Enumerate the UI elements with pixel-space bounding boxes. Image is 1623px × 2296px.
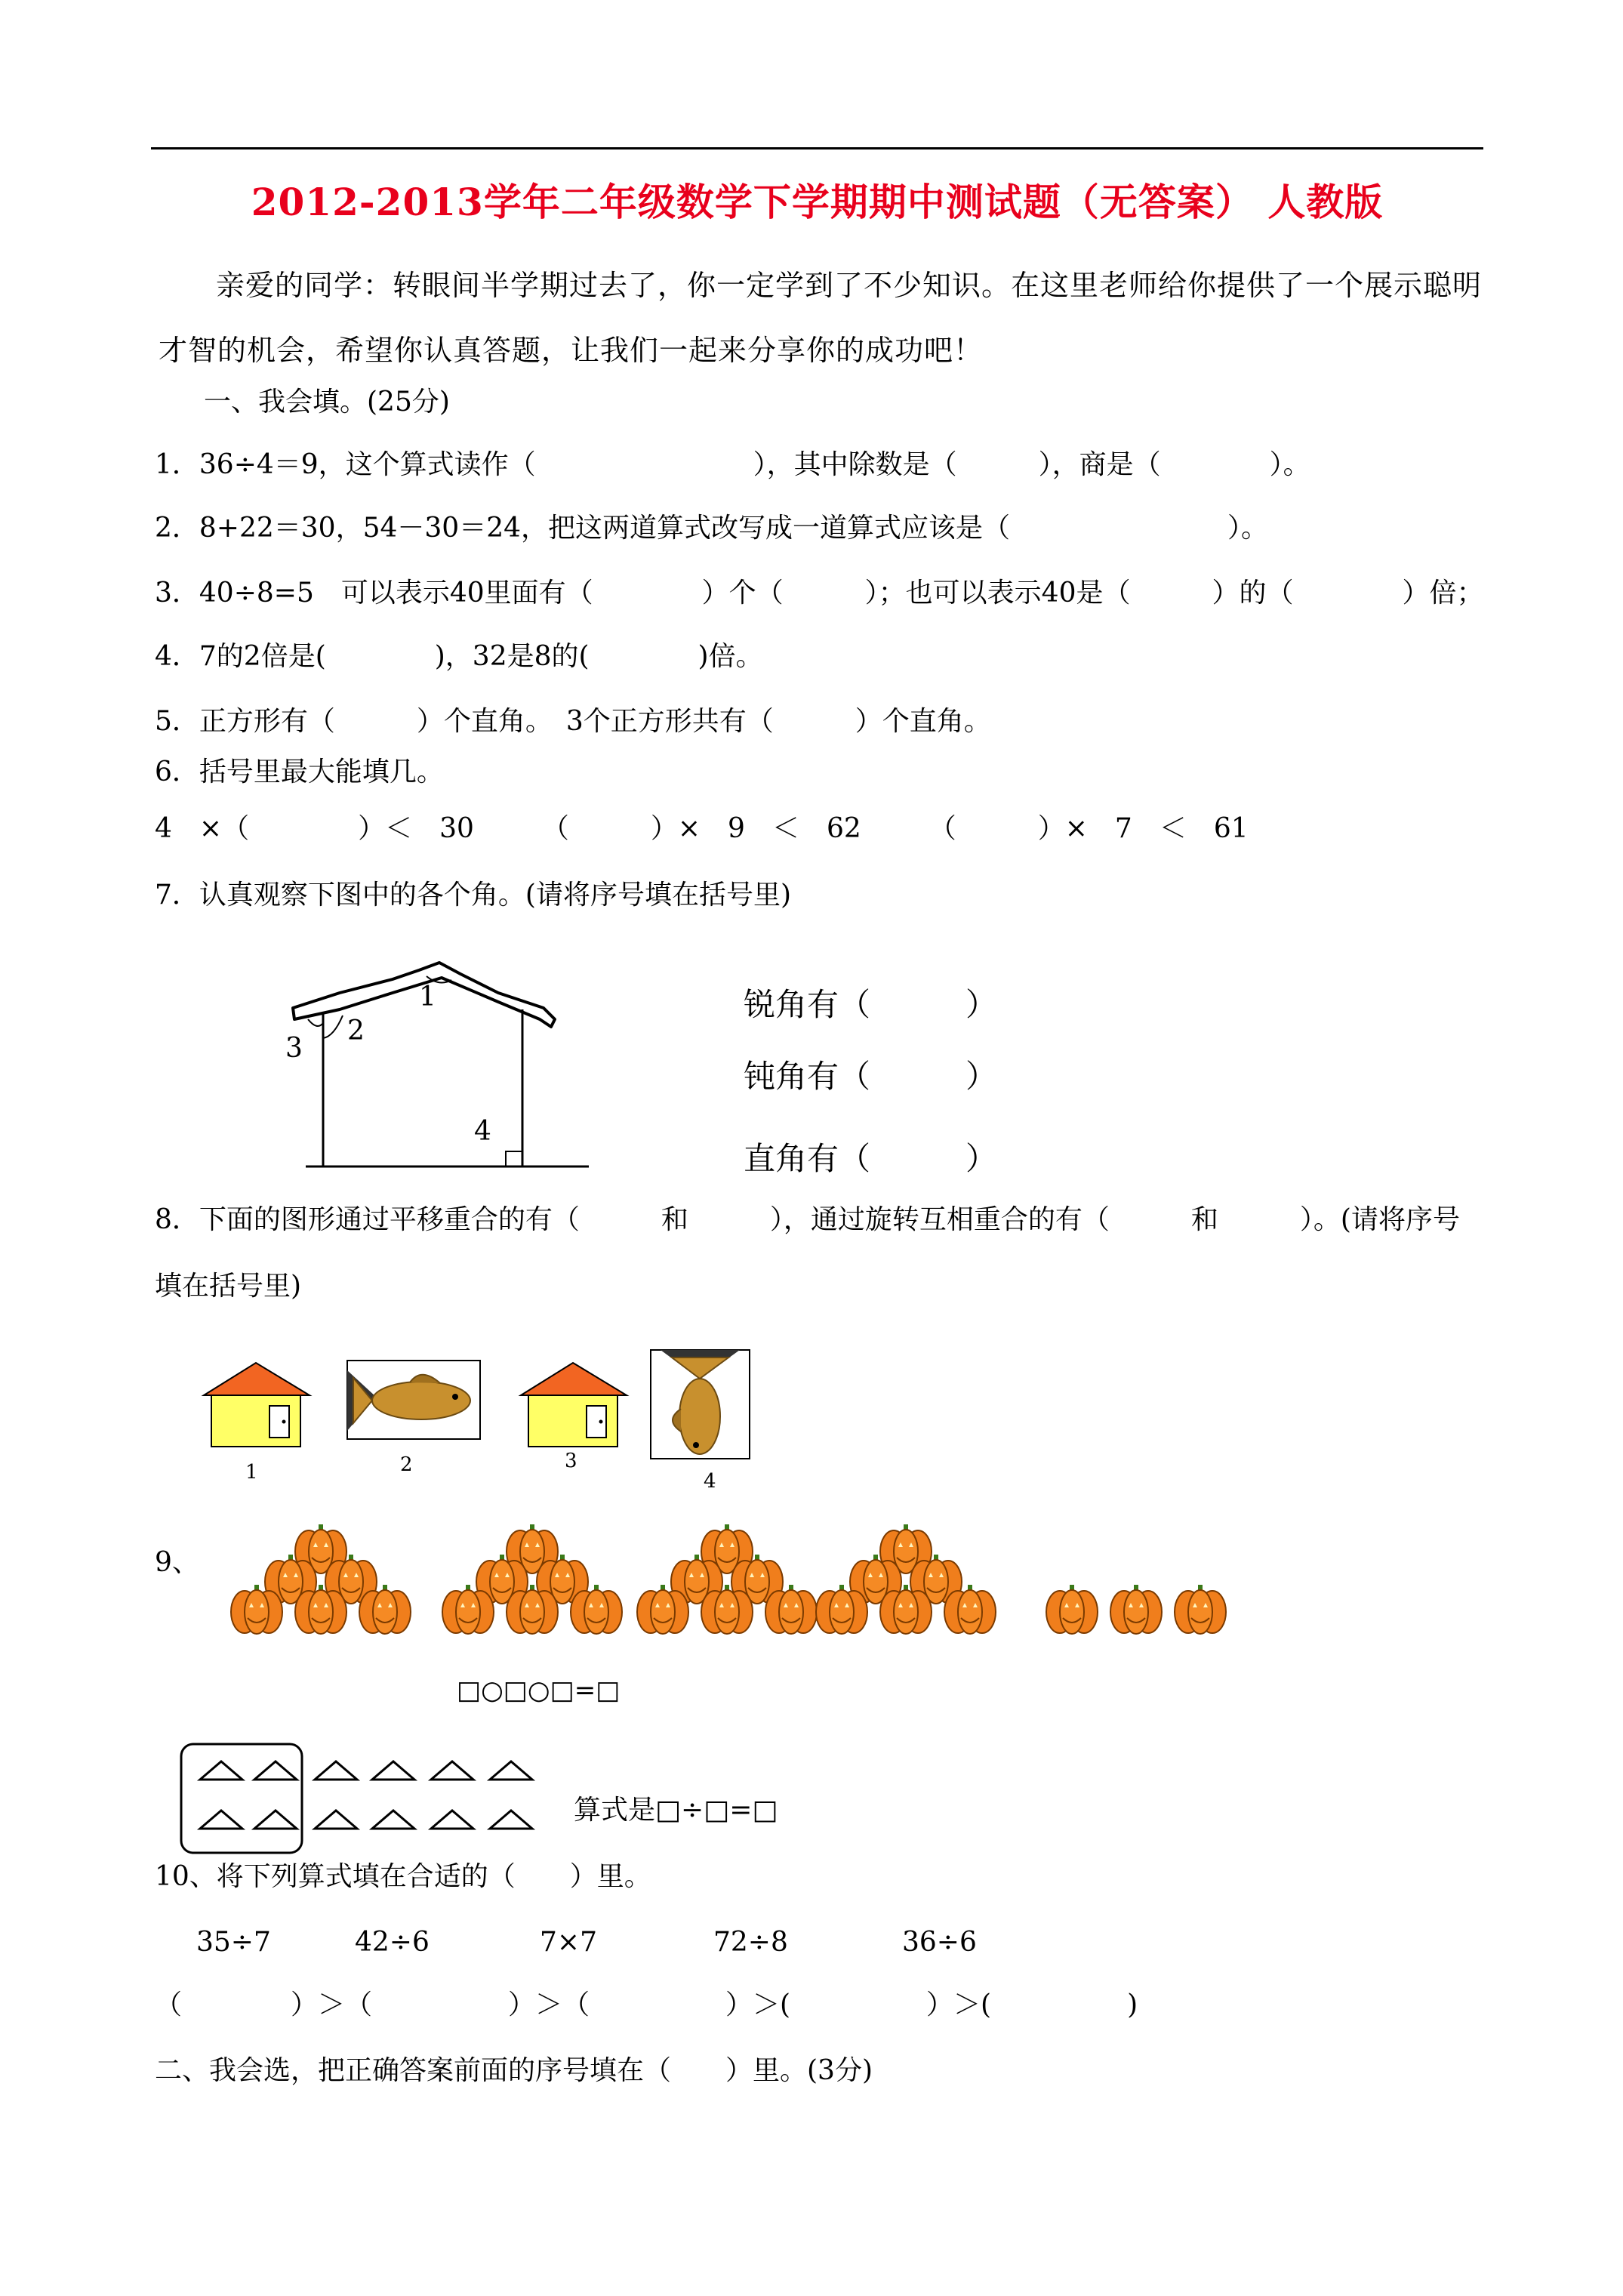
angle-label-4: 4 [474,1116,491,1147]
q10-expr-4: 72÷8 [713,1927,788,1958]
q10-expr-1: 35÷7 [196,1927,271,1958]
question-9-formula-2: 算式是□÷□=□ [574,1795,778,1826]
figure-label-4: 4 [704,1470,716,1493]
question-4: 4．7的2倍是( )，32是8的( )倍。 [155,641,763,672]
pumpkin-group-3 [633,1518,821,1653]
fish-figure-2 [346,1359,482,1441]
angle-label-1: 1 [419,982,436,1012]
angle-label-3: 3 [285,1033,303,1064]
question-2: 2．8+22＝30，54－30＝24，把这两道算式改写成一道算式应该是（ ）。 [155,513,1269,544]
pumpkin-group-2 [438,1518,627,1653]
right-angle-label: 直角有（ ） [744,1140,998,1177]
question-10: 10、将下列算式填在合适的（ ）里。 [155,1861,651,1892]
question-9: 9、 [155,1547,199,1578]
section-2-heading: 二、我会选，把正确答案前面的序号填在（ ）里。(3分) [155,2055,873,2086]
question-6: 6．括号里最大能填几。 [155,757,444,787]
house-figure-1 [198,1359,315,1450]
angle-label-2: 2 [347,1015,365,1046]
question-8-cont: 填在括号里) [155,1271,302,1302]
question-1: 1．36÷4＝9，这个算式读作（ ），其中除数是（ ），商是（ ）。 [155,449,1310,480]
page-title: 2012-2013学年二年级数学下学期期中测试题（无答案） 人教版 [251,180,1384,224]
pumpkin-group-4 [812,1518,1000,1653]
figure-label-3: 3 [565,1450,577,1472]
triangle-grouping [177,1740,555,1857]
house-angle-diagram [279,948,596,1174]
question-7: 7．认真观察下图中的各个角。(请将序号填在括号里) [155,880,791,911]
fish-figure-4 [649,1348,751,1460]
q10-expr-5: 36÷6 [902,1927,977,1958]
question-9-formula-1: □○□○□=□ [457,1675,621,1706]
house-figure-3 [515,1359,632,1450]
section-1-heading: 一、我会填。(25分) [204,387,450,418]
obtuse-angle-label: 钝角有（ ） [744,1058,998,1095]
figure-label-2: 2 [400,1453,413,1476]
header-rule [151,147,1483,149]
question-6-row: 4 ×（ ）＜ 30 （ ）× 9 ＜ 62 （ ）× 7 ＜ 61 [155,813,1249,844]
intro-paragraph: 亲爱的同学：转眼间半学期过去了，你一定学到了不少知识。在这里老师给你提供了一个展示聪明才智的机会，希望你认真答题，让我们一起来分享你的成功吧！ [159,269,1483,367]
q10-blanks: （ ）＞（ ）＞（ ）＞( ）＞( ) [155,1989,1138,2020]
pumpkin-group-1 [226,1518,415,1653]
pumpkin-group-5 [1042,1563,1238,1646]
q10-expr-2: 42÷6 [355,1927,430,1958]
question-5: 5．正方形有（ ）个直角。 3个正方形共有（ ）个直角。 [155,706,991,737]
q10-expr-3: 7×7 [540,1927,597,1958]
figure-label-1: 1 [245,1461,258,1484]
question-8: 8．下面的图形通过平移重合的有（ 和 ），通过旋转互相重合的有（ 和 ）。(请将序号 [155,1204,1460,1235]
acute-angle-label: 锐角有（ ） [744,986,998,1023]
question-3: 3．40÷8=5 可以表示40里面有（ ）个（ ）；也可以表示40是（ ）的（ ）倍； [155,578,1484,609]
